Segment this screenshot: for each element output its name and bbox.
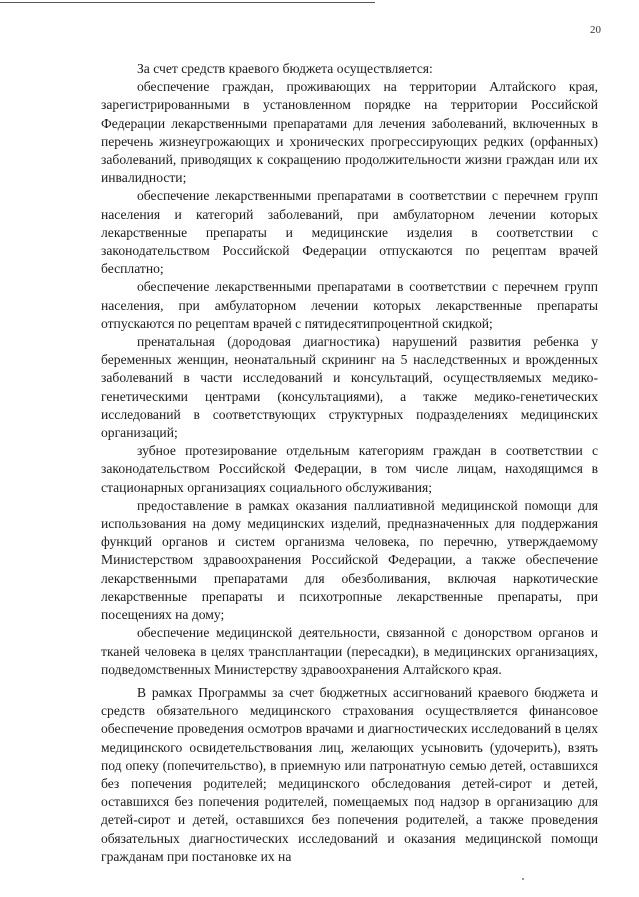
list-item-discount-prescriptions: обеспечение лекарственными препаратами в соответствии с перечнем групп населения, при амбулаторном лечении которых лекарственные препараты отпускаются по рецептам врачей с пятидесятипроцентной скидкой; bbox=[101, 279, 598, 331]
program-financing-paragraph: В рамках Программы за счет бюджетных ассигнований краевого бюджета и средств обязательного медицинского страхования осуществляется финансовое обеспечение проведения осмотров врачами и диагностических исследований в целях медицинского освидетельствования лиц, желающих усыновить (удочерить), взять под опеку (попечительство), в приемную или патронатную семью детей, оставшихся без попечения родителей; медицинского обследования детей-сирот и детей, оставшихся без попечения родителей, помещаемых под надзор в организацию для детей-сирот и детей, оставшихся без попечения родителей, а также проведения обязательных диагностических исследований и оказания медицинской помощи гражданам при постановке их на bbox=[101, 684, 598, 864]
list-item-free-prescriptions: обеспечение лекарственными препаратами в соответствии с перечнем групп населения и категорий заболеваний, при амбулаторном лечении которых лекарственные препараты и медицинские изделия в соответствии с законодательством Российской Федерации отпускаются по рецептам врачей бесплатно; bbox=[101, 188, 598, 277]
intro-paragraph: За счет средств краевого бюджета осуществляется: bbox=[137, 61, 433, 76]
list-item-organ-donation: обеспечение медицинской деятельности, связанной с донорством органов и тканей человека в целях трансплантации (пересадки), в медицинских организациях, подведомственных Министерству здравоохранения Алтайского края. bbox=[101, 625, 598, 677]
list-item-palliative-care: предоставление в рамках оказания паллиативной медицинской помощи для использования на дому медицинских изделий, предназначенных для поддержания функций органов и систем организма человека, по перечню, утверждаемому Министерством здравоохранения Российской Федерации, а также обеспечение лекарственными препаратами для обезболивания, включая наркотические лекарственные препараты и психотропные лекарственные препараты, при посещениях на дому; bbox=[101, 497, 598, 623]
page-number: 20 bbox=[590, 24, 601, 36]
list-item-orphan-diseases: обеспечение граждан, проживающих на территории Алтайского края, зарегистрированными в установленном порядке на территории Российской Федерации лекарственными препаратами для лечения заболеваний, включенных в перечень жизнеугрожающих и хронических прогрессирующих редких (орфанных) заболеваний, приводящих к сокращению продолжительности жизни граждан или их инвалидности; bbox=[101, 79, 598, 186]
scan-speck bbox=[522, 878, 524, 880]
document-body bbox=[101, 60, 598, 866]
list-item-dental-prosthetics: зубное протезирование отдельным категориям граждан в соответствии с законодательством Российской Федерации, в том числе лицам, находящимся в стационарных организациях социального обслуживания; bbox=[101, 443, 598, 495]
list-item-prenatal-diagnostics: пренатальная (дородовая диагностика) нарушений развития ребенка у беременных женщин, неонатальный скрининг на 5 наследственных и врожденных заболеваний в части исследований и консультаций, осуществляемых медико-генетическими центрами (консультациями), а также медико-генетических исследований в соответствующих структурных подразделениях медицинских организаций; bbox=[101, 334, 598, 441]
header-rule bbox=[0, 2, 375, 3]
